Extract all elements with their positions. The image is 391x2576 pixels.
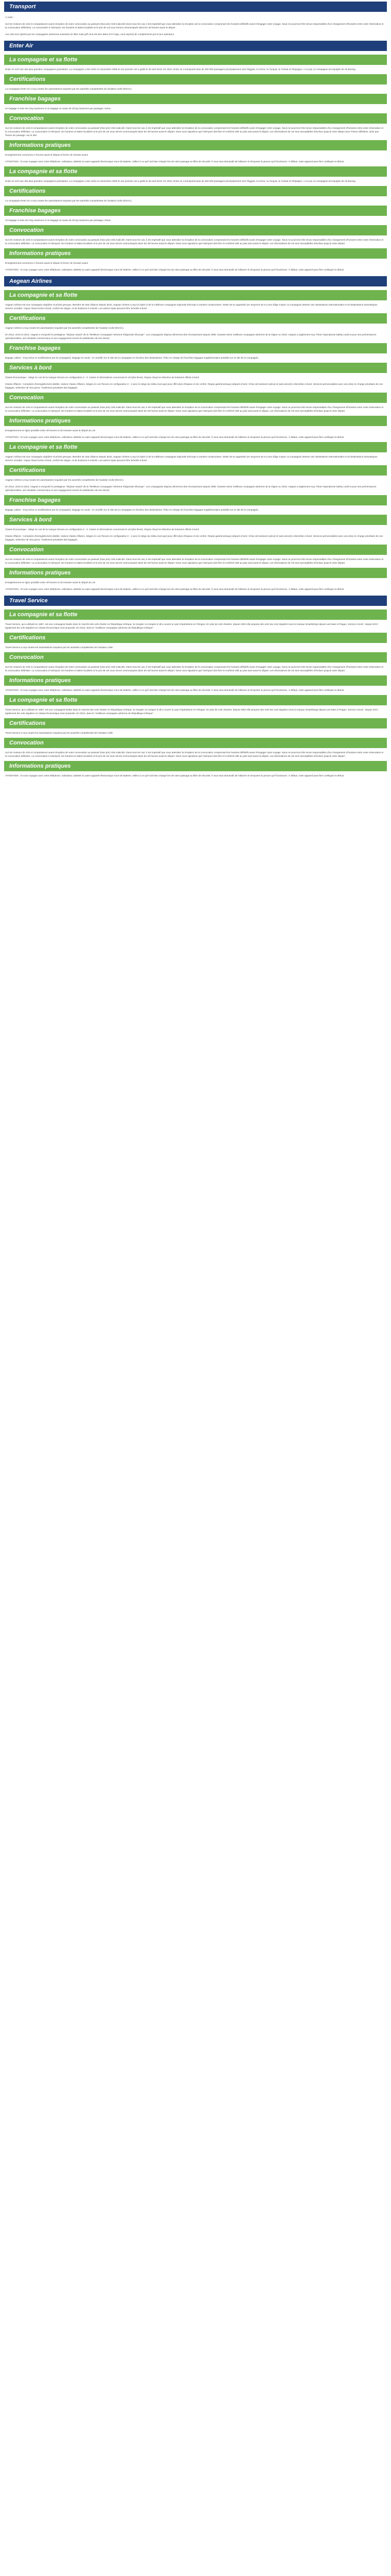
paragraph: Enter Air est l'une des plus grandes compagnies polonaises. La compagnie a été créée en Novembre 2009 et son premier vol a quitté le 25 avril 2010. En 2010, Enter Air a transporté plus de 200 000 passagers principalement vers l'Égypte, la Grèce, la Turquie, la Tunisie et l'Espagne. A ce jour, la compagnie est équipée de 15 Boeing. [5, 68, 356, 71]
paragraph: Classe Affaires : Comptoirs d'enregistrement dédiés. Salons Classe Affaires. Sièges en cuir Recaro en configuration 2 - 2 avec le siège du milieu inoccupé pour offrir plus d'espace et de confort. Repas gastronomique préparé à bord. Choix de boissons (alcool et sans alcool) à discrétion à bord. Services personnalisés avec une prise en charge prioritaire de vos bagages. Sélection de vins grecs. Traitement prioritaire des bagages. [5, 535, 383, 541]
paragraph: Sur les moteurs de vols et comparateurs avant réception de votre convocation au passant (Nos prix) Vols inakcolé. Dans tous les cas, il est impératif que vous attendiez la réception de la convocation comprenant les horaires définitifs avant d'engager votre voyage. Nous ne pourrons être tenus responsables d'un changement d'horaires entre votre réservation et la convocation définitive. La convocation à l'aéroport, les horaires et dates localisés et le prix de vol vous seront communiqués dans les 48 heures avant le départ. Nous vous signalons que l'aéroport doit être ré-confirmé 48h au plus tard avant le départ. Les informations de vol sont susceptibles d'évoluer jusqu'à votre départ. [5, 666, 384, 672]
paragraph: Sur les moteurs de vols et comparateurs avant réception de votre convocation au passant (Nos prix) Vols inakcolé. Dans tous les cas, il est impératif que vous attendiez la réception de la convocation comprenant les horaires définitifs avant d'engager votre voyage. Nous ne pourrons être tenus responsables d'un changement d'horaires entre votre réservation et la convocation définitive. La convocation à l'aéroport, les horaires et dates localisés et le prix de vol vous seront communiqués dans les 48 heures avant le départ. Nous vous signalons que l'aéroport doit être ré-confirmé 48h au plus tard avant le départ. Les informations de vol sont susceptibles d'évoluer jusqu'à votre départ. [5, 558, 384, 564]
sub-header-services-a-bord: Services à bord [4, 363, 387, 373]
sub-header-convocation: Convocation [4, 545, 387, 555]
sub-header-certifications: Certifications [4, 186, 387, 196]
paragraph: Classe Économique : Siège en cuir de la marque Recaro en configuration 3 - 3. Cartes et informations concernant le vol (des ilines). Repas chaud et sélection de boissons offerts à bord. [5, 528, 200, 531]
paragraph: Sur les moteurs de vols et comparateurs avant réception de notre convocation au passant (Nos prix) Vols inakcolé (Sons tous les cas, il est impératif que vous attendiez la réception de la convocation comprenant les horaires définitifs avant d'engager votre voyage. Nous ne pourrons être tenus responsables d'un changement d'horaires entre votre réservation et la convocation définitive). La convocation à l'aéroport, les horaires et dates localisés et le prix de vol vous seront communiqués dans les 48 heures avant le départ. [5, 23, 384, 29]
sub-header-certifications: Certifications [4, 74, 387, 84]
paragraph: Enregistrement en ligne possible entre 48 heures et 30 minutes avant le départ du vol. [5, 429, 96, 432]
paragraph: La compagnie Enter Air a reçu toutes les autorisations requises par les autorités compétentes de l'aviation civile (DGAC). [5, 88, 132, 90]
sub-header-la-compagnie-et-sa-flotte: La compagnie et sa flotte [4, 55, 387, 65]
sub-header-franchise-bagages: Franchise bagages [4, 94, 387, 104]
paragraph: Travel Service a reçu toutes les autorisations requises par les autorités compétentes de l'aviation civile. [5, 732, 113, 734]
sub-header-informations-pratiques: Informations pratiques [4, 248, 387, 259]
sub-header-informations-pratiques: Informations pratiques [4, 761, 387, 771]
paragraph: Bagage cabine : 8 kg inclus et modifications par la compagnie). Bagage en soute : le contrôle sur le site de la compagnie en fonction des destinations. Prise en charge de franchise bagages supplémentaire possible sur le site de la compagnie. [5, 509, 259, 511]
paragraph: Sur les moteurs de vols et comparateurs avant réception de votre convocation au passant (Nos prix) Vols inakcolé. Dans tous les cas, il est impératif que vous attendiez la réception de la convocation comprenant les horaires définitifs avant d'engager votre voyage. Nous ne pourrons être tenus responsables d'un changement d'horaires entre votre réservation et la convocation définitive. La convocation à l'aéroport, les horaires et dates localisés et le prix de vol vous seront communiqués dans les 48 heures avant le départ. Nous vous signalons que l'aéroport doit être ré-confirmé 48h au plus tard avant le départ. Les informations de vol sont susceptibles d'évoluer jusqu'à votre départ avec l'heure définitive, ainsi que l'heure de passage, sur le site. [5, 127, 384, 137]
paragraph: Aegean Airlines a reçu toutes les autorisations requises par les autorités compétentes de l'aviation civile (DGAC). [5, 327, 124, 329]
paragraph: Classe Économique : Siège en cuir de la marque Recaro en configuration 3 - 3. Cartes et informations concernant le vol (des ilines). Repas chaud et sélection de boissons offerts à bord. [5, 376, 200, 379]
paragraph: ATTENTION : Si vous voyagez avec votre téléphone, ordinateur, tablette ou autre appareil électronique muni de batterie, veillez à ce qu'il soit bien chargé lors de votre passage au filtre de sécurité. Il vous sera demandé de l'allumer et d'exposer la preuve qu'il fonctionne. À défaut, votre appareil peut être confisqué et détruit. [5, 588, 345, 590]
paragraph: Aegean Airlines a reçu toutes les autorisations requises par les autorités compétentes de l'aviation civile (DGAC). [5, 479, 124, 481]
paragraph: ATTENTION : Si vous voyagez avec votre téléphone, ordinateur, tablette ou autre appareil électronique muni de batterie, veillez à ce qu'il soit bien chargé lors de votre passage au filtre de sécurité. Il vous sera demandé de l'allumer et d'exposer la preuve qu'il fonctionne. À défaut, votre appareil peut être confisqué et détruit. [5, 689, 345, 691]
sub-header-convocation: Convocation [4, 393, 387, 403]
section-header-transport: Transport [4, 2, 387, 12]
section-header-aegean-airlines: Aegean Airlines [4, 276, 387, 286]
sub-header-la-compagnie-et-sa-flotte: La compagnie et sa flotte [4, 290, 387, 300]
paragraph: Classe Affaires : Comptoirs d'enregistrement dédiés. Salons Classe Affaires. Sièges en cuir Recaro en configuration 2 - 2 avec le siège du milieu inoccupé pour offrir plus d'espace et de confort. Repas gastronomique préparé à bord. Choix de boissons (alcool et sans alcool) à discrétion à bord. Services personnalisés avec une prise en charge prioritaire de vos bagages. Sélection de vins grecs. Traitement prioritaire des bagages. [5, 383, 383, 389]
paragraph: Sur les moteurs de vols et comparateurs avant réception de votre convocation au passant (Nos prix) Vols inakcolé. Dans tous les cas, il est impératif que vous attendiez la réception de la convocation comprenant les horaires définitifs avant d'engager votre voyage. Nous ne pourrons être tenus responsables d'un changement d'horaires entre votre réservation et la convocation définitive. La convocation à l'aéroport, les horaires et dates localisés et le prix de vol vous seront communiqués dans les 48 heures avant le départ. Nous vous signalons que l'aéroport doit être ré-confirmé 48h au plus tard avant le départ. Les informations de vol sont susceptibles d'évoluer jusqu'à votre départ. [5, 406, 384, 412]
sub-header-services-a-bord: Services à bord [4, 515, 387, 525]
paragraph: ATTENTION : Si vous voyagez avec votre téléphone, ordinateur, tablette ou autre appareil électronique muni de batterie, veillez à ce qu'il soit bien chargé lors de votre passage au filtre de sécurité. Il vous sera demandé de l'allumer et d'exposer la preuve qu'il fonctionne. À défaut, votre appareil peut être confisqué et détruit. [5, 160, 345, 163]
sub-header-franchise-bagages: Franchise bagages [4, 495, 387, 505]
paragraph: Aegean Airlines est une compagnie régulière et privée grecque, Membre de Star Alliance depuis 2010, Aegean Airlines a reçu le label or de la meilleure compagnie régionale d'Europe à années consécutives. Dotée de 61 appareils (en moyenne de 6,3 ans d'âge moyen, la compagnie dessert 151 destinations internationales et 34 destinations domestiques. Service mondial : repas chaud inclus à bord, confort de sièges, et de boissons à volonté. Les autres repas peuvent être achetés à bord. [5, 303, 378, 310]
paragraph: La compagnie Enter Air a reçu toutes les autorisations requises par les autorités compétentes de l'aviation civile (DGAC). [5, 199, 132, 202]
paragraph: Bagage cabine : 8 kg inclus et modifications par la compagnie). Bagage en soute : le contrôle sur le site de la compagnie en fonction des destinations. Prise en charge de franchise bagages supplémentaire possible sur le site de la compagnie. [5, 357, 259, 359]
paragraph: Travel Service a reçu toutes les autorisations requises par les autorités compétentes de l'aviation civile. [5, 646, 113, 649]
paragraph: En 2012, 2013 et 2014, Aegean a remporté le prestigieux "Skytrax Award" de la "Meilleure Compagnie Aérienne Régionale d'Europe". Les compagnies Skytrax décernent des récompenses depuis 1999. Classée 2ème meilleure compagnie aérienne de la région en 2016. Aegean a également reçu l'IOSA Operational Safety Audit et pour ses performances opérationnelles, ses résultats commerciaux et son engagement envers la satisfaction de ses clients. [5, 485, 377, 492]
paragraph: ATTENTION : Si vous voyagez avec votre téléphone, ordinateur, tablette ou autre appareil électronique muni de batterie, veillez à ce qu'il soit bien chargé lors de votre passage au filtre de sécurité. Il vous sera demandé de l'allumer et d'exposer la preuve qu'il fonctionne. À défaut, votre appareil peut être confisqué et détruit. [5, 268, 345, 271]
paragraph: Sur les moteurs de vols et comparateurs avant réception de votre convocation au passant (Nos prix) Vols inakcolé. Dans tous les cas, il est impératif que vous attendiez la réception de la convocation comprenant les horaires définitifs avant d'engager votre voyage. Nous ne pourrons être tenus responsables d'un changement d'horaires entre votre réservation et la convocation définitive. La convocation à l'aéroport, les horaires et dates localisés et le prix de vol vous seront communiqués dans les 48 heures avant le départ. Nous vous signalons que l'aéroport doit être ré-confirmé 48h au plus tard avant le départ. Les informations de vol sont susceptibles d'évoluer jusqu'à votre départ. [5, 751, 384, 757]
paragraph: En 2012, 2013 et 2014, Aegean a remporté le prestigieux "Skytrax Award" de la "Meilleure Compagnie Aérienne Régionale d'Europe". Les compagnies Skytrax décernent des récompenses depuis 1999. Classée 2ème meilleure compagnie aérienne de la région en 2016. Aegean a également reçu l'IOSA Operational Safety Audit et pour ses performances opérationnelles, ses résultats commerciaux et son engagement envers la satisfaction de ses clients. [5, 333, 377, 340]
sub-header-certifications: Certifications [4, 633, 387, 643]
paragraph: Aegean Airlines est une compagnie régulière et privée grecque, Membre de Star Alliance depuis 2010, Aegean Airlines a reçu le label or de la meilleure compagnie régionale d'Europe à années consécutives. Dotée de 61 appareils (en moyenne de 6,3 ans d'âge moyen, la compagnie dessert 151 destinations internationales et 34 destinations domestiques. Service mondial : repas chaud inclus à bord, confort de sièges, et de boissons à volonté. Les autres repas peuvent être achetés à bord. [5, 455, 378, 462]
sub-header-informations-pratiques: Informations pratiques [4, 675, 387, 686]
section-header-enter-air: Enter Air [4, 41, 387, 51]
sub-header-certifications: Certifications [4, 718, 387, 728]
paragraph: Sur les moteurs de vols et comparateurs avant réception de votre convocation au passant (Nos prix) Vols inakcolé. Dans tous les cas, il est impératif que vous attendiez la réception de la convocation comprenant les horaires définitifs avant d'engager votre voyage. Nous ne pourrons être tenus responsables d'un changement d'horaires entre votre réservation et la convocation définitive. La convocation à l'aéroport, les horaires et dates localisés et le prix de vol vous seront communiqués dans les 48 heures avant le départ. Nous vous signalons que l'aéroport doit être ré-confirmé 48h au plus tard avant le départ. Les informations de vol sont susceptibles d'évoluer jusqu'à votre départ. [5, 239, 384, 245]
sub-header-la-compagnie-et-sa-flotte: La compagnie et sa flotte [4, 166, 387, 177]
paragraph: Enter Air est l'une des plus grandes compagnies polonaises. La compagnie a été créée en Novembre 2009 et son premier vol a quitté le 25 avril 2010. En 2010, Enter Air a transporté plus de 200 000 passagers principalement vers l'Égypte, la Grèce, la Turquie, la Tunisie et l'Espagne. A ce jour, la compagnie est équipée de 15 Boeing. [5, 180, 356, 182]
paragraph: À noter : [5, 16, 14, 19]
sub-header-informations-pratiques: Informations pratiques [4, 416, 387, 426]
paragraph: Travel Service, qui a débuté en 1997, est une compagnie leader dans le marché des vols charter en République tchèque, la Hongrie, la Hongrie et dit a ouvert un part d'opérations en Pologne. En plus de vols charters, depuis 2004 elle propose des vols low cost réguliers sous la marque SmartWings depuis une base à Prague. Service à bord : depuis 2017, également les vols réguliers en Classe Économique sont proposés. En 2012, dans le "meilleure compagnie aérienne de République tchèque". [5, 708, 379, 715]
sub-header-informations-pratiques: Informations pratiques [4, 568, 387, 578]
paragraph: Enregistrement commence 2 heures avant le départ et ferme 45 minutes avant. [5, 154, 89, 156]
section-header-travel-service: Travel Service [4, 596, 387, 606]
sub-header-informations-pratiques: Informations pratiques [4, 140, 387, 150]
sub-header-convocation: Convocation [4, 225, 387, 235]
sub-header-franchise-bagages: Franchise bagages [4, 343, 387, 353]
paragraph: Un bagage à main de 5 kg maximum et un bagage en soute de 20 kg maximum par passager, inclus. [5, 219, 111, 222]
sub-header-convocation: Convocation [4, 738, 387, 748]
sub-header-convocation: Convocation [4, 652, 387, 663]
paragraph: ATTENTION : Si vous voyagez avec votre téléphone, ordinateur, tablette ou autre appareil électronique muni de batterie, veillez à ce qu'il soit bien chargé lors de votre passage au filtre de sécurité. Il vous sera demandé de l'allumer et d'exposer la preuve qu'il fonctionne. À défaut, votre appareil peut être confisqué et détruit. [5, 774, 345, 777]
paragraph: Enregistrement commence 2 heures avant le départ et ferme 45 minutes avant. [5, 262, 89, 264]
paragraph: Travel Service, qui a débuté en 1997, est une compagnie leader dans le marché des vols charter en République tchèque, la Hongrie, la Hongrie et dit a ouvert un part d'opérations en Pologne. En plus de vols charters, depuis 2004 elle propose des vols low cost réguliers sous la marque SmartWings depuis une base à Prague. Service à bord : depuis 2017, également les vols réguliers en Classe Économique sont proposés. En 2012, dans le "meilleure compagnie aérienne de République tchèque". [5, 623, 379, 629]
sub-header-franchise-bagages: Franchise bagages [4, 206, 387, 216]
paragraph: Les vols sont opérés par les compagnies aériennes suivantes (si libre mais pdf vous est des dates d'Al Capa, vous rejoins) de compléments par la tour opérateur. [5, 33, 175, 36]
sub-header-la-compagnie-et-sa-flotte: La compagnie et sa flotte [4, 442, 387, 452]
paragraph: ATTENTION : Si vous voyagez avec votre téléphone, ordinateur, tablette ou autre appareil électronique muni de batterie, veillez à ce qu'il soit bien chargé lors de votre passage au filtre de sécurité. Il vous sera demandé de l'allumer et d'exposer la preuve qu'il fonctionne. À défaut, votre appareil peut être confisqué et détruit. [5, 436, 345, 438]
sub-header-la-compagnie-et-sa-flotte: La compagnie et sa flotte [4, 609, 387, 620]
paragraph: Un bagage à main de 5 kg maximum et un bagage en soute de 20 kg maximum par passager, inclus. [5, 107, 111, 110]
sub-header-convocation: Convocation [4, 113, 387, 124]
sub-header-certifications: Certifications [4, 313, 387, 324]
sub-header-certifications: Certifications [4, 465, 387, 476]
content [4, 2, 387, 777]
sub-header-la-compagnie-et-sa-flotte: La compagnie et sa flotte [4, 695, 387, 705]
paragraph: Enregistrement en ligne possible entre 48 heures et 30 minutes avant le départ du vol. [5, 581, 96, 584]
